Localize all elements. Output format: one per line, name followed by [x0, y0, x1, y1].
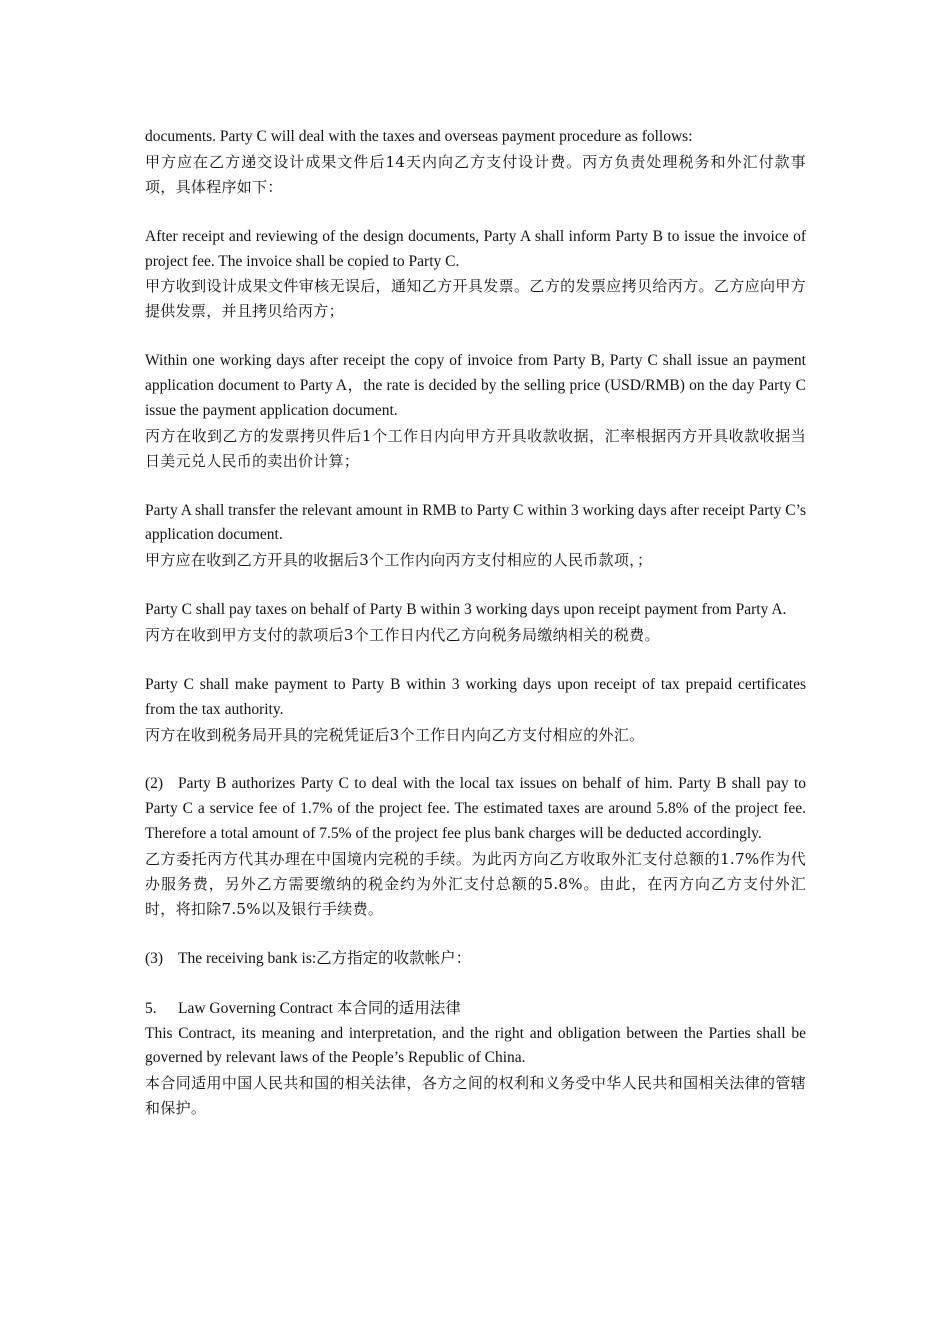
section-5-law-governing [145, 997, 806, 1122]
paragraph-zh: 丙方在收到甲方支付的款项后3个工作日内代乙方向税务局缴纳相关的税费。 [145, 626, 660, 645]
paragraph-en: documents. Party C will deal with the taxes and overseas payment procedure as follows: [145, 128, 693, 145]
paragraph-payment-procedure [145, 125, 806, 200]
paragraph-foreign-payment [145, 673, 806, 748]
paragraph-zh: 丙方在收到乙方的发票拷贝件后1个工作日内向甲方开具收款收据，汇率根据丙方开具收款收据当日美元兑人民币的卖出价计算； [145, 426, 806, 470]
clause-3-receiving-bank [145, 947, 806, 972]
paragraph-zh: 本合同适用中国人民共和国的相关法律，各方之间的权利和义务受中华人民共和国相关法律的管辖和保护。 [145, 1074, 806, 1118]
paragraph-en: Party C shall pay taxes on behalf of Party B within 3 working days upon receipt payment from Party A. [145, 601, 787, 619]
clause-number: (3) [145, 949, 164, 967]
section-title: Law Governing Contract 本合同的适用法律 [178, 999, 461, 1017]
paragraph-en: After receipt and reviewing of the design documents, Party A shall inform Party B to issue the invoice of project fee. The invoice shall be copied to Party C. [145, 227, 806, 270]
paragraph-en: Party C shall make payment to Party B within 3 working days upon receipt of tax prepaid certificates from the tax authority. [145, 675, 806, 718]
clause-number: (2) [145, 775, 164, 793]
paragraph-zh: 丙方在收到税务局开具的完税凭证后3个工作日内向乙方支付相应的外汇。 [145, 725, 645, 744]
paragraph-zh: 甲方收到设计成果文件审核无误后，通知乙方开具发票。乙方的发票应拷贝给丙方。乙方应向甲方提供发票，并且拷贝给丙方； [145, 277, 806, 321]
document-body [145, 125, 806, 1146]
paragraph-zh: 甲方应在收到乙方开具的收据后3个工作内向丙方支付相应的人民币款项，； [145, 551, 653, 570]
section-heading [145, 997, 806, 1022]
section-number: 5. [145, 999, 157, 1017]
paragraph-en: Party B authorizes Party C to deal with the local tax issues on behalf of him. Party B shall pay to Party C a service fee of 1.7% of the project fee. The estimated taxes are around 5.8% of the project fee. Therefore a total amount of 7.5% of the project fee plus bank charges will be deducted accordingly. [145, 775, 806, 843]
paragraph-zh: 甲方应在乙方递交设计成果文件后14天内向乙方支付设计费。丙方负责处理税务和外汇付款事项，具体程序如下： [145, 152, 806, 196]
paragraph-en: Party A shall transfer the relevant amount in RMB to Party C within 3 working days after receipt Party C’s application document. [145, 501, 806, 544]
paragraph-tax-payment [145, 598, 806, 648]
paragraph-payment-application [145, 349, 806, 474]
paragraph-invoice [145, 225, 806, 325]
paragraph-en: Within one working days after receipt the copy of invoice from Party B, Party C shall issue an payment application document to Party A，the rate is decided by the selling price (USD/RMB) on the day Party C issue the payment application document. [145, 352, 806, 419]
paragraph-zh: 乙方委托丙方代其办理在中国境内完税的手续。为此丙方向乙方收取外汇支付总额的1.7%作为代办服务费，另外乙方需要缴纳的税金约为外汇支付总额的5.8%。由此，在丙方向乙方支付外汇时，将扣除7.5%以及银行手续费。 [145, 850, 806, 918]
paragraph-en: This Contract, its meaning and interpretation, and the right and obligation between the Parties shall be governed by relevant laws of the People’s Republic of China. [145, 1024, 806, 1067]
paragraph-rmb-transfer [145, 499, 806, 574]
paragraph-en: The receiving bank is:乙方指定的收款帐户： [178, 949, 472, 967]
clause-2-tax-authorization [145, 772, 806, 921]
